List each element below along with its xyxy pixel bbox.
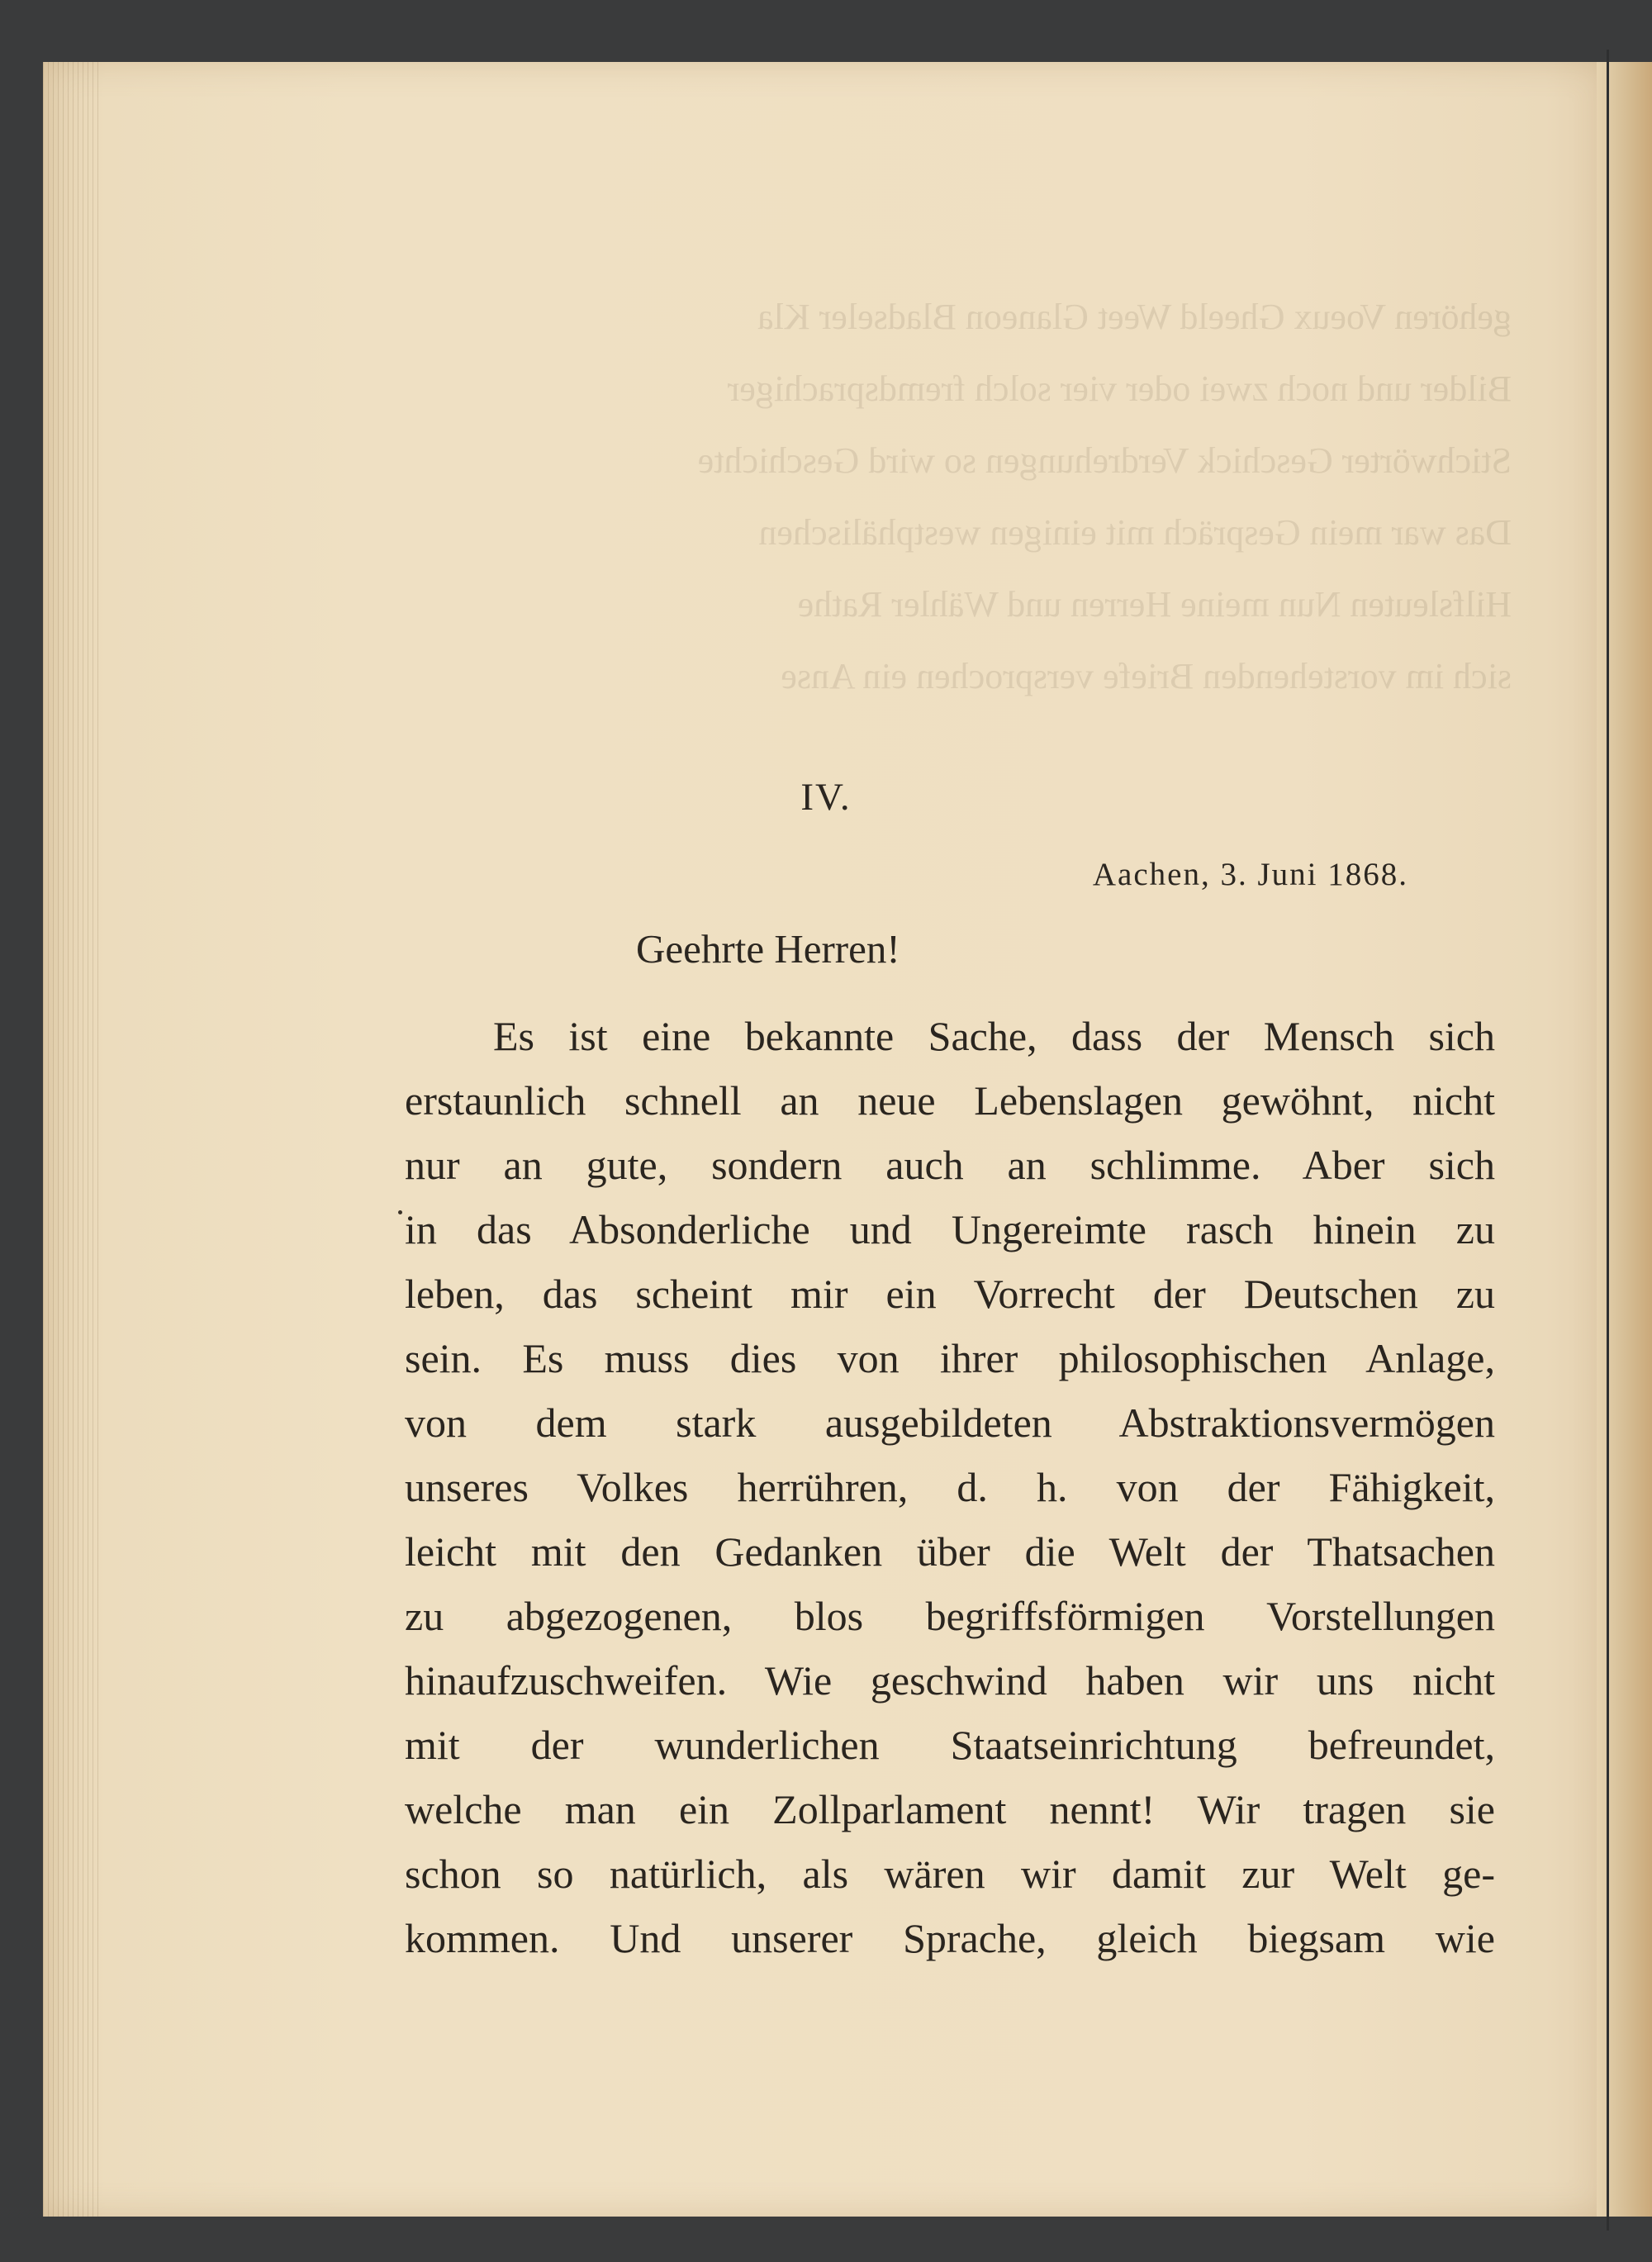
text-line: schon so natürlich, als wären wir damit zur Welt ge-: [405, 1851, 1495, 1897]
page-gutter: [1597, 62, 1652, 2217]
text-line: sein. Es muss dies von ihrer philosophischen Anlage,: [405, 1335, 1495, 1381]
dateline: Aachen, 3. Juni 1868.: [1092, 857, 1408, 892]
text-line: Es ist eine bekannte Sache, dass der Mensch sich: [493, 1013, 1495, 1059]
text-line: zu abgezogenen, blos begriffsförmigen Vorstellungen: [405, 1593, 1495, 1639]
text-line: erstaunlich schnell an neue Lebenslagen gewöhnt, nicht: [405, 1077, 1495, 1124]
chapter-heading: IV.: [800, 776, 852, 819]
text-line: nur an gute, sondern auch an schlimme. Aber sich: [405, 1142, 1495, 1188]
text-line: kommen. Und unserer Sprache, gleich biegsam wie: [405, 1915, 1495, 1961]
book-spine-edge: [1607, 50, 1609, 2231]
text-line: leben, das scheint mir ein Vorrecht der Deutschen zu: [405, 1271, 1495, 1317]
bleed-through-texture: gehören Voeux Gheeld Weet Glaneon Bladseler Kla Bilder und noch zwei oder vier solch fremdsprachiger Stichwörter Geschick Verdrehungen so wird Geschichte Das war mein Gespräch mit einigen westphälischen Hilfsleuten Nun meine Herren und Wähler Rathe sich im vorstehenden Briefe versprochen ein Anse: [697, 297, 1512, 696]
text-line: in das Absonderliche und Ungereimte rasch hinein zu: [405, 1206, 1495, 1252]
text-line: mit der wunderlichen Staatseinrichtung befreundet,: [405, 1722, 1495, 1768]
text-line: hinaufzuschweifen. Wie geschwind haben wir uns nicht: [405, 1657, 1495, 1704]
text-line: unseres Volkes herrühren, d. h. von der Fähigkeit,: [405, 1464, 1495, 1510]
text-line: welche man ein Zollparlament nennt! Wir tragen sie: [405, 1786, 1495, 1832]
text-line: leicht mit den Gedanken über die Welt der Thatsachen: [405, 1528, 1495, 1575]
salutation: Geehrte Herren!: [636, 926, 900, 972]
page-edge-stack: [43, 62, 101, 2217]
text-line: von dem stark ausgebildeten Abstraktionsvermögen: [405, 1399, 1495, 1446]
body-text: [405, 1004, 1495, 1970]
ink-speck: [398, 1210, 402, 1214]
